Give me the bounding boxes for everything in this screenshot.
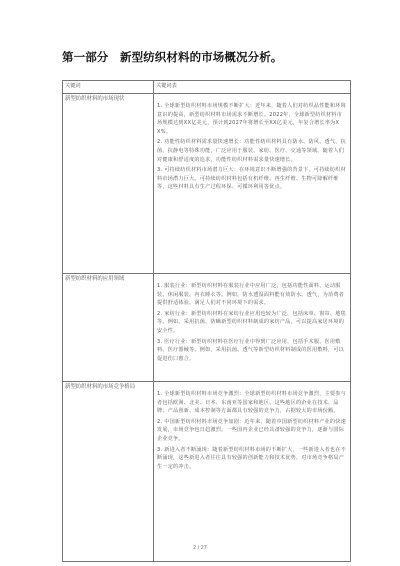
paragraph: 3. 新进入者不断涌现：随着新型纺织材料市场的不断扩大，一些新进入者也在不断涌现，这些新进入者往往具有较强的创新能力和技术优势，对市场竞争格局产生一定的冲击。 — [157, 446, 346, 470]
paragraph: 2. 中国新型纺织材料市场竞争加剧：近年来，随着中国新型纺织材料产业的快速发展，市场竞争也日趋激烈。一些国内企业已经具备较强的竞争力，逐渐与国际企业竞争。 — [157, 418, 346, 442]
paragraph: 2. 功能性纺织材料需求量快速增长：功能性纺织材料具有防水、防风、透气、抗菌、抗静电等特殊功能，广泛应用于服装、家纺、医疗、交通等领域。随着人们对健康和舒适度的追求，功能性纺织材料需求量快速增长。 — [157, 139, 346, 163]
table-row — [63, 274, 351, 382]
keyword-table — [62, 80, 351, 562]
paragraph: 2. 家纺行业：新型纺织材料在家纺行业应用也较为广泛，包括床单、窗帘、地毯等。例如，采用抗菌、防螨新型纺织材料制成的家纺产品，可以提高家居环境的安全性。 — [157, 310, 346, 334]
table-row — [63, 382, 351, 562]
paragraph: 1. 全球新型纺织材料市场竞争激烈：全球新型纺织材料市场竞争激烈，主要参与者包括欧洲、北美、日本、东南亚等国家和地区。这些地区的企业在技术、品牌、产品创新、成本控制等方面都具有较强的竞争力，占据较大的市场份额。 — [157, 391, 346, 415]
row-label: 新型纺织材料的市场现状 — [63, 94, 154, 274]
paragraph: 1. 全球新型纺织材料市场规模不断扩大：近年来，随着人们对纺织品性能和环境意识的提高，新型纺织材料市场需求不断增长。2022年，全球新型纺织材料市场规模达到XX亿美元，预计到2027年将增长至XX亿美元，年复合增长率为XX%。 — [157, 103, 346, 135]
section-title: 第一部分 新型纺织材料的市场概况分析。 — [62, 50, 283, 64]
page-number: 2 / 27 — [193, 546, 207, 551]
header-cell-keyword: 关键词 — [63, 81, 154, 94]
paragraph: 1. 服装行业：新型纺织材料在服装行业中应用广泛，包括功能性面料、运动服装、休闲服装、内衣睡衣等。例如，防水透湿面料能有效防水、透气，为消费者提供舒适体验，满足人们对不同环境下的需求。 — [157, 283, 345, 307]
row-content — [154, 94, 351, 274]
row-label: 新型纺织材料的应用领域 — [63, 274, 154, 382]
row-content — [154, 274, 351, 382]
header-cell-keyword-list: 关键词表 — [154, 81, 351, 94]
table-row — [63, 94, 351, 274]
row-content — [154, 382, 351, 562]
row-label: 新型纺织材料的市场竞争格局 — [63, 382, 154, 562]
paragraph: 3. 医疗行业：新型纺织材料在医疗行业中得到广泛应用，包括手术服、医用敷料、医疗器械等。例如，采用抗菌、透气等新型纺织材料制成的医用敷料，可以促进伤口愈合。 — [157, 338, 345, 362]
paragraph: 3. 可持续纺织材料市场潜力巨大：在环境意识不断增强的背景下，可持续纺织材料市场潜力巨大。可持续纺织材料包括有机纤维、再生纤维、生物可降解纤维等，这些材料具有生产过程环保、可循环利用等优点。 — [157, 167, 346, 191]
table-header-row — [63, 81, 351, 94]
